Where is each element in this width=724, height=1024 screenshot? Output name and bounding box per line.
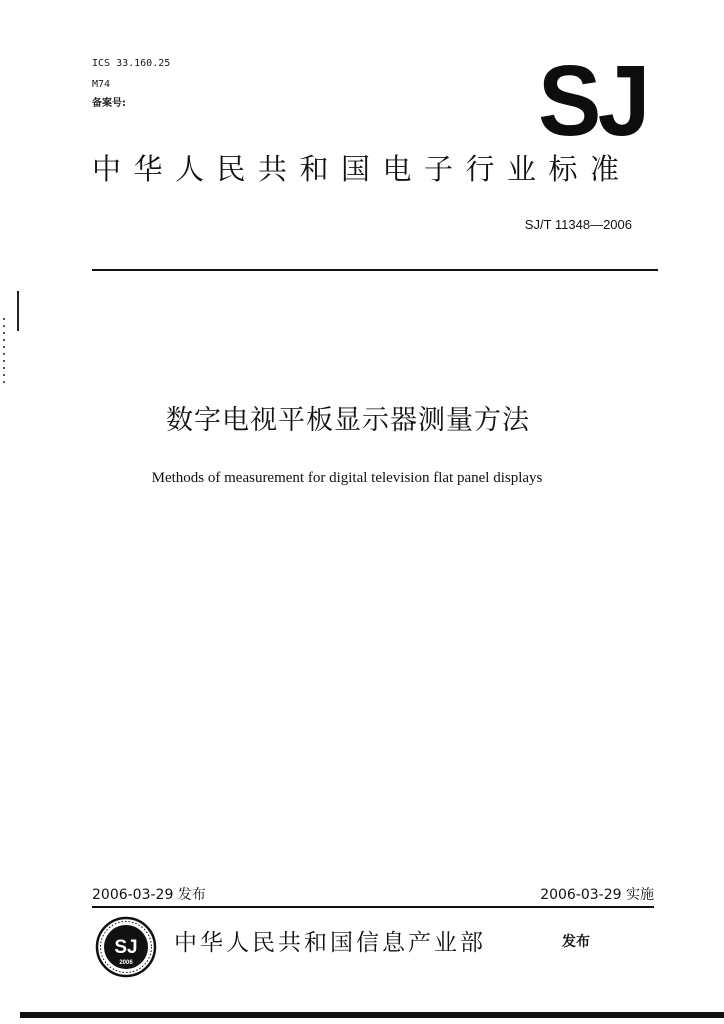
sj-logo: SJ <box>538 45 647 157</box>
implementation-date: 2006-03-29 实施 <box>540 887 654 903</box>
record-number-label: 备案号: <box>92 98 126 109</box>
ics-code: ICS 33.160.25 <box>92 58 171 69</box>
footer-divider <box>92 906 654 908</box>
seal-letters: SJ <box>114 937 138 958</box>
document-title-chinese: 数字电视平板显示器测量方法 <box>166 405 530 436</box>
margin-mark <box>17 291 19 331</box>
margin-dots <box>3 318 5 386</box>
publisher-seal-icon <box>95 916 157 978</box>
publisher-suffix: 发布 <box>562 934 590 950</box>
classification-code: M74 <box>92 79 111 90</box>
page-bottom-edge <box>20 1012 724 1018</box>
standard-category-title: 中华人民共和国电子行业标准 <box>92 152 632 186</box>
header-divider <box>92 269 658 271</box>
issue-date: 2006-03-29 发布 <box>92 887 206 903</box>
standard-number: SJ/T 11348—2006 <box>524 217 632 232</box>
document-title-english: Methods of measurement for digital television flat panel displays <box>151 470 543 486</box>
publisher-name: 中华人民共和国信息产业部 <box>174 930 486 956</box>
seal-year: 2006 <box>119 960 133 966</box>
